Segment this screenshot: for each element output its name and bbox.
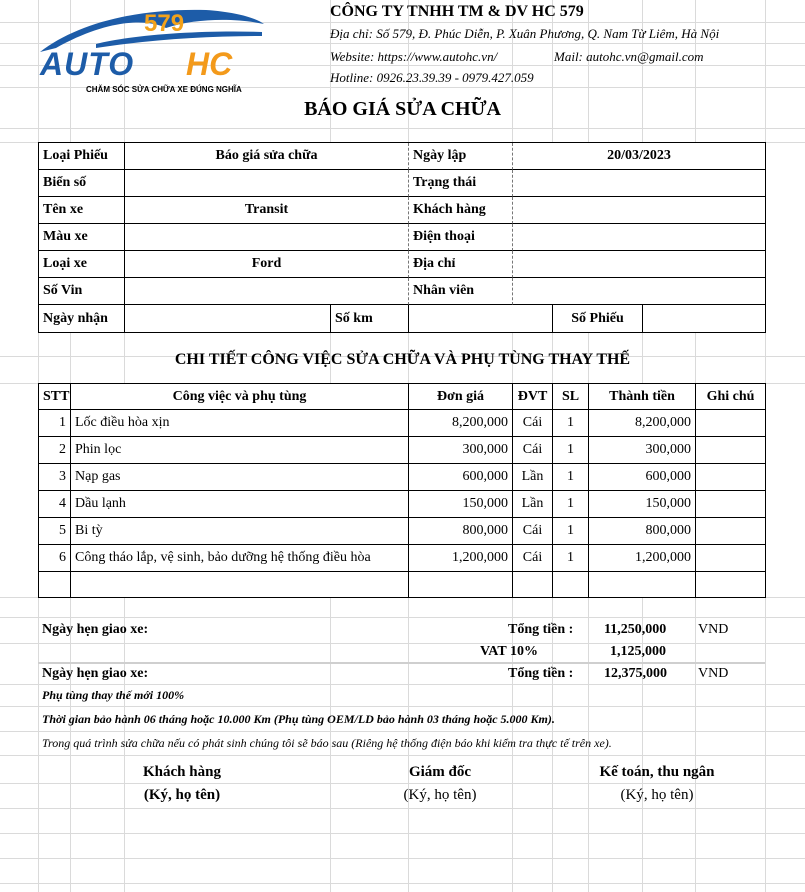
logo <box>36 4 266 96</box>
page-title: BÁO GIÁ SỬA CHỮA <box>304 98 501 120</box>
cell-unit: Cái <box>513 545 553 572</box>
empty-cell <box>39 572 71 597</box>
grid-row-line <box>0 643 805 644</box>
info-label: Địa chỉ <box>409 251 513 278</box>
cell-task: Bi tỳ <box>71 518 409 545</box>
cell-unit-price: 8,200,000 <box>409 410 513 437</box>
grid-row-line <box>0 808 805 809</box>
info-label: Loại xe <box>39 251 125 278</box>
cell-note <box>696 491 765 518</box>
info-label: Màu xe <box>39 224 125 251</box>
info-value <box>513 251 765 278</box>
cell-unit: Lần <box>513 464 553 491</box>
company-name: CÔNG TY TNHH TM & DV HC 579 <box>330 3 584 20</box>
received-date-value <box>125 305 331 332</box>
note-warranty: Thời gian bảo hành 06 tháng hoặc 10.000 Km (Phụ tùng OEM/LD bảo hành 03 tháng hoặc 5.000 Km). <box>42 712 555 726</box>
logo-slogan: CHĂM SÓC SỬA CHỮA XE ĐÚNG NGHĨA <box>86 85 242 94</box>
signature-director: Giám đốc <box>408 764 472 780</box>
grand-total-value: 12,375,000 <box>604 666 667 681</box>
cell-task: Dầu lạnh <box>71 491 409 518</box>
delivery-date-label: Ngày hẹn giao xe: <box>42 622 149 637</box>
empty-cell <box>409 572 513 597</box>
cell-stt: 2 <box>39 437 71 464</box>
info-label: Nhân viên <box>409 278 513 305</box>
info-value <box>125 278 409 305</box>
cell-task: Công tháo lắp, vệ sinh, bảo dưỡng hệ thống điều hòa <box>71 545 409 572</box>
subtotal-value: 11,250,000 <box>604 622 667 637</box>
cell-qty: 1 <box>553 491 589 518</box>
signature-director-sign: (Ký, họ tên) <box>403 787 477 803</box>
grid-row-line <box>0 783 805 784</box>
company-hotline: Hotline: 0926.23.39.39 - 0979.427.059 <box>330 70 534 85</box>
empty-cell <box>553 572 589 597</box>
cell-unit: Cái <box>513 518 553 545</box>
info-value <box>125 224 409 251</box>
signature-customer: Khách hàng <box>143 764 221 780</box>
cell-task: Lốc điều hòa xịn <box>71 410 409 437</box>
grid-row-line <box>0 128 805 129</box>
km-value <box>409 305 553 332</box>
currency-2: VND <box>698 666 729 681</box>
cell-unit: Cái <box>513 410 553 437</box>
grand-total-label: Tổng tiền : <box>508 666 574 681</box>
signature-accountant: Kế toán, thu ngân <box>599 764 715 780</box>
cell-note <box>696 518 765 545</box>
ticket-value <box>643 305 765 332</box>
cell-amount: 1,200,000 <box>589 545 696 572</box>
cell-unit: Lần <box>513 491 553 518</box>
parts-table <box>38 383 766 598</box>
grid-row-line <box>0 706 805 707</box>
note-new-parts: Phụ tùng thay thế mới 100% <box>42 688 185 702</box>
cell-amount: 8,200,000 <box>589 410 696 437</box>
company-mail: Mail: autohc.vn@gmail.com <box>554 49 704 64</box>
ticket-label: Số Phiếu <box>553 305 643 332</box>
company-website: Website: https://www.autohc.vn/ <box>330 49 498 64</box>
cell-qty: 1 <box>553 464 589 491</box>
logo-brand-hc: HC <box>186 46 233 82</box>
info-value: Transit <box>125 197 409 224</box>
empty-cell <box>696 572 765 597</box>
cell-stt: 3 <box>39 464 71 491</box>
cell-unit-price: 1,200,000 <box>409 545 513 572</box>
signature-accountant-sign: (Ký, họ tên) <box>620 787 694 803</box>
info-value: Báo giá sửa chữa <box>125 143 409 170</box>
info-label: Số Vin <box>39 278 125 305</box>
info-label: Loại Phiếu <box>39 143 125 170</box>
signature-customer-sign: (Ký, họ tên) <box>143 787 221 803</box>
cell-qty: 1 <box>553 437 589 464</box>
logo-brand-auto: AUTO <box>40 46 135 82</box>
grid-row-line <box>0 833 805 834</box>
cell-stt: 5 <box>39 518 71 545</box>
column-header-note: Ghi chú <box>696 384 765 410</box>
info-value <box>513 278 765 305</box>
column-header-unit-price: Đơn giá <box>409 384 513 410</box>
cell-unit-price: 600,000 <box>409 464 513 491</box>
column-header-qty: SL <box>553 384 589 410</box>
empty-cell <box>71 572 409 597</box>
grid-row-line <box>0 617 805 618</box>
info-value: Ford <box>125 251 409 278</box>
cell-stt: 6 <box>39 545 71 572</box>
column-header-task: Công việc và phụ tùng <box>71 384 409 410</box>
cell-note <box>696 464 765 491</box>
info-label: Biển số <box>39 170 125 197</box>
info-label: Khách hàng <box>409 197 513 224</box>
cell-qty: 1 <box>553 518 589 545</box>
column-header-stt: STT <box>39 384 71 410</box>
cell-qty: 1 <box>553 545 589 572</box>
info-value <box>513 170 765 197</box>
cell-note <box>696 437 765 464</box>
currency: VND <box>698 622 729 637</box>
cell-note <box>696 410 765 437</box>
info-label: Tên xe <box>39 197 125 224</box>
grid-row-line <box>0 731 805 732</box>
cell-unit: Cái <box>513 437 553 464</box>
vat-value: 1,125,000 <box>610 644 666 659</box>
cell-amount: 600,000 <box>589 464 696 491</box>
total-label: Tổng tiền : <box>508 622 574 637</box>
grid-row-line <box>0 684 805 685</box>
logo-number: 579 <box>144 10 185 37</box>
cell-unit-price: 800,000 <box>409 518 513 545</box>
cell-note <box>696 545 765 572</box>
grid-row-line <box>0 883 805 884</box>
km-label: Số km <box>331 305 409 332</box>
empty-cell <box>589 572 696 597</box>
company-address: Địa chỉ: Số 579, Đ. Phúc Diễn, P. Xuân Phương, Q. Nam Từ Liêm, Hà Nội <box>330 26 720 41</box>
delivery-date-label-2: Ngày hẹn giao xe: <box>42 666 149 681</box>
divider <box>38 662 765 664</box>
vehicle-info-table <box>38 142 766 333</box>
column-header-unit: ĐVT <box>513 384 553 410</box>
vat-label: VAT 10% <box>480 644 538 659</box>
detail-section-title: CHI TIẾT CÔNG VIỆC SỬA CHỮA VÀ PHỤ TÙNG THAY THẾ <box>174 351 631 368</box>
column-header-amount: Thành tiền <box>589 384 696 410</box>
cell-amount: 300,000 <box>589 437 696 464</box>
cell-task: Nạp gas <box>71 464 409 491</box>
info-value <box>125 170 409 197</box>
info-label: Ngày lập <box>409 143 513 170</box>
cell-stt: 4 <box>39 491 71 518</box>
cell-stt: 1 <box>39 410 71 437</box>
cell-task: Phin lọc <box>71 437 409 464</box>
info-label: Trạng thái <box>409 170 513 197</box>
grid-row-line <box>0 858 805 859</box>
grid-row-line <box>0 755 805 756</box>
info-label: Điện thoại <box>409 224 513 251</box>
info-value <box>513 224 765 251</box>
cell-qty: 1 <box>553 410 589 437</box>
cell-unit-price: 150,000 <box>409 491 513 518</box>
cell-amount: 800,000 <box>589 518 696 545</box>
empty-cell <box>513 572 553 597</box>
info-value <box>513 197 765 224</box>
cell-unit-price: 300,000 <box>409 437 513 464</box>
received-date-label: Ngày nhận <box>39 305 125 332</box>
info-value: 20/03/2023 <box>513 143 765 170</box>
cell-amount: 150,000 <box>589 491 696 518</box>
note-additional: Trong quá trình sửa chữa nếu có phát sinh chúng tôi sẽ báo sau (Riêng hệ thống điện báo khi kiểm tra thực tế trên xe). <box>42 736 612 750</box>
